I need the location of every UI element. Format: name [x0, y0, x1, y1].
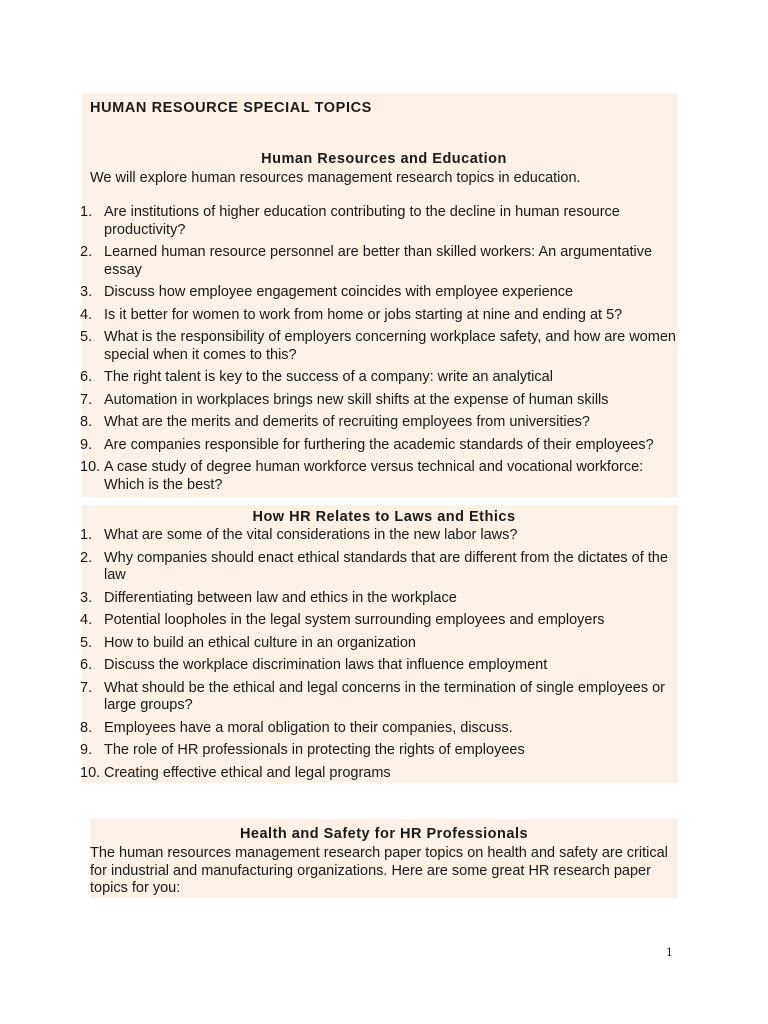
list-item-text: Why companies should enact ethical standards that are different from the dictates of the law [104, 549, 668, 583]
list-item-number: 2. [80, 549, 93, 566]
section-heading-laws: How HR Relates to Laws and Ethics [252, 509, 516, 525]
list-item [80, 657, 678, 675]
list-item-text: Is it better for women to work from home or jobs starting at nine and ending at 5? [104, 306, 623, 323]
page-number: 1 [666, 944, 673, 959]
list-item-number: 6. [80, 369, 93, 385]
list-item-number: 8. [80, 719, 93, 736]
list-item [80, 680, 678, 715]
list-item-text: The right talent is key to the success of a company: write an analytical [104, 369, 553, 385]
list-item-number: 7. [80, 679, 93, 696]
list-item [80, 765, 678, 783]
list-item-number: 4. [80, 306, 93, 323]
list-item [80, 307, 678, 325]
section-intro-health: The human resources management research paper topics on health and safety are critical for industrial and manufacturing organizations. Here are some great HR research paper topics for you: [90, 845, 668, 896]
list-item-number: 10. [80, 459, 101, 475]
list-item-text: Discuss the workplace discrimination laws that influence employment [104, 657, 548, 673]
list-item-text: What are some of the vital considerations in the new labor laws? [104, 527, 518, 543]
list-item-text: Employees have a moral obligation to their companies, discuss. [104, 719, 513, 736]
list-item-number: 9. [80, 436, 93, 453]
list-item [80, 329, 678, 364]
list-item [80, 550, 678, 585]
list-item-number: 3. [80, 589, 93, 606]
list-item-text: What should be the ethical and legal concerns in the termination of single employees or large groups? [104, 679, 665, 713]
list-item [80, 459, 678, 494]
list-item [80, 392, 678, 410]
list-item-number: 1. [80, 527, 93, 543]
list-item [80, 244, 678, 279]
list-item-text: What is the responsibility of employers concerning workplace safety, and how are women special when it comes to this? [104, 329, 676, 363]
list-item [80, 635, 678, 653]
list-item-number: 10. [80, 764, 101, 781]
list-item-text: Potential loopholes in the legal system surrounding employees and employers [104, 612, 605, 628]
list-item [80, 720, 678, 738]
list-item [80, 742, 678, 760]
list-item-text: Discuss how employee engagement coincides with employee experience [104, 284, 574, 300]
section-heading-education: Human Resources and Education [261, 151, 507, 167]
section-heading-health: Health and Safety for HR Professionals [239, 826, 529, 842]
document-title: HUMAN RESOURCE SPECIAL TOPICS [90, 100, 372, 116]
list-item-number: 9. [80, 742, 93, 758]
list-item-number: 8. [80, 414, 93, 430]
list-item-text: What are the merits and demerits of recruiting employees from universities? [104, 414, 590, 430]
topic-list-laws [80, 527, 678, 787]
list-item-text: Are institutions of higher education contributing to the decline in human resource productivity? [104, 204, 620, 238]
list-item [80, 527, 678, 545]
list-item-number: 5. [80, 634, 93, 651]
list-item [80, 612, 678, 630]
list-item-number: 5. [80, 329, 93, 345]
list-item [80, 437, 678, 455]
list-item-text: The role of HR professionals in protecting the rights of employees [104, 742, 525, 758]
list-item [80, 369, 678, 387]
list-item-number: 6. [80, 657, 93, 673]
list-item-number: 4. [80, 612, 93, 628]
list-item-text: Automation in workplaces brings new skill shifts at the expense of human skills [104, 391, 609, 408]
list-item-number: 3. [80, 284, 93, 300]
list-item [80, 204, 678, 239]
list-item-number: 2. [80, 244, 93, 260]
list-item [80, 414, 678, 432]
list-item-text: Learned human resource personnel are better than skilled workers: An argumentative essay [104, 244, 653, 278]
topic-list-education [80, 204, 678, 499]
section-intro-education: We will explore human resources management research topics in education. [90, 170, 581, 186]
list-item-text: A case study of degree human workforce versus technical and vocational workforce: Which is the best? [104, 459, 644, 493]
list-item-number: 7. [80, 391, 93, 408]
list-item-text: Differentiating between law and ethics in the workplace [104, 589, 457, 606]
list-item-text: Are companies responsible for furthering the academic standards of their employees? [104, 436, 654, 453]
list-item [80, 590, 678, 608]
list-item-text: Creating effective ethical and legal programs [104, 764, 391, 781]
list-item-text: How to build an ethical culture in an organization [104, 634, 416, 651]
list-item-number: 1. [80, 204, 93, 220]
list-item [80, 284, 678, 302]
